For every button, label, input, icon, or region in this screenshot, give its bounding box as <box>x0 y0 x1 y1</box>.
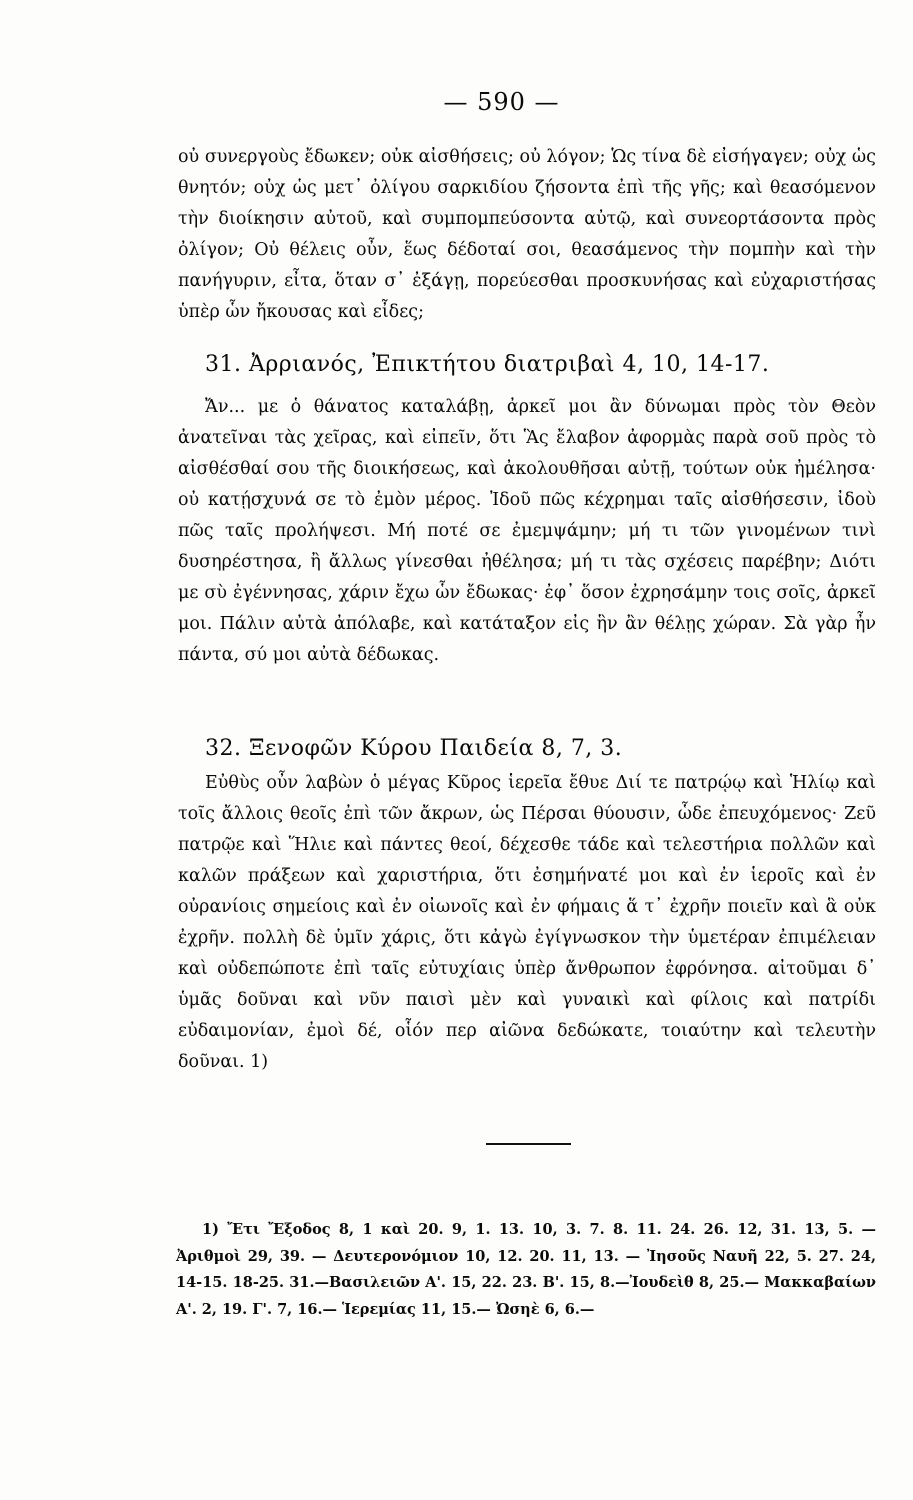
footnote: 1) Ἔτι Ἔξοδος 8, 1 καὶ 20. 9, 1. 13. 10, 3. 7. 8. 11. 24. 26. 12, 31. 13, 5. — Ἀριθμοὶ 29, 39. — Δευτερονόμιον 10, 12. 20. 11, 13. — Ἰησοῦς Ναυῆ 22, 5. 27. 24, 14-15. 18-25. 31.—Βασιλειῶν Α'. 15, 22. 23. Β'. 15, 8.—Ἰουδεὶθ 8, 25.— Μακκαβαίων Α'. 2, 19. Γ'. 7, 16.— Ἱερεμίας 11, 15.— Ὠσηὲ 6, 6.— <box>176 1221 876 1318</box>
section-32-heading: 32. Ξενοφῶν Κύρου Παιδεία 8, 7, 3. <box>205 736 623 761</box>
paragraph-epictetus-continuation: οὐ συνεργοὺς ἔδωκεν; οὐκ αἰσθήσεις; οὐ λόγον; Ὡς τίνα δὲ εἰσήγαγεν; οὐχ ὡς θνητόν; οὐχ ὡς μετ᾽ ὀλίγου σαρκιδίου ζήσοντα ἐπὶ τῆς γῆς; καὶ θεασόμενον τὴν διοίκησιν αὐτοῦ, καὶ συμπομπεύσοντα αὐτῷ, καὶ συνεορτάσοντα πρὸς ὀλίγον; Οὐ θέλεις οὖν, ἕως δέδοταί σοι, θεασάμενος τὴν πομπὴν καὶ τὴν πανήγυριν, εἶτα, ὅταν σ᾽ ἐξάγῃ, πορεύεσθαι προσκυνήσας καὶ εὐχαριστήσας ὑπὲρ ὧν ἤκουσας καὶ εἶδες; <box>178 147 876 322</box>
footnote-divider <box>486 1143 571 1145</box>
section-31-heading: 31. Ἀρριανός, Ἐπικτήτου διατριβαὶ 4, 10, 14-17. <box>205 352 770 377</box>
page-number: — 590 — <box>443 88 560 116</box>
section-31-text: Ἄν... με ὁ θάνατος καταλάβῃ, ἀρκεῖ μοι ἂν δύνωμαι πρὸς τὸν Θεὸν ἀνατεῖναι τὰς χεῖρας, καὶ εἰπεῖν, ὅτι Ἃς ἔλαβον ἀφορμὰς παρὰ σοῦ πρὸς τὸ αἰσθέσθαί σου τῆς διοικήσεως, καὶ ἀκολουθῆσαι αὐτῇ, τούτων οὐκ ἠμέλησα· οὐ κατῄσχυνά σε τὸ ἐμὸν μέρος. Ἰδοῦ πῶς κέχρημαι ταῖς αἰσθήσεσιν, ἰδοὺ πῶς ταῖς προλήψεσι. Μή ποτέ σε ἐμεμψάμην; μή τι τῶν γινομένων τινὶ δυσηρέστησα, ἢ ἄλλως γίνεσθαι ἠθέλησα; μή τι τὰς σχέσεις παρέβην; Διότι με σὺ ἐγέννησας, χάριν ἔχω ὧν ἔδωκας· ἐφ᾽ ὅσον ἐχρησάμην τοις σοῖς, ἀρκεῖ μοι. Πάλιν αὐτὰ ἀπόλαβε, καὶ κατάταξον εἰς ἣν ἂν θέλῃς χώραν. Σὰ γὰρ ἦν πάντα, σύ μοι αὐτὰ δέδωκας. <box>178 397 876 665</box>
section-32-text: Εὐθὺς οὖν λαβὼν ὁ μέγας Κῦρος ἱερεῖα ἔθυε Διί τε πατρῴῳ καὶ Ἡλίῳ καὶ τοῖς ἄλλοις θεοῖς ἐπὶ τῶν ἄκρων, ὡς Πέρσαι θύουσιν, ὧδε ἐπευχόμενος· Ζεῦ πατρῷε καὶ Ἥλιε καὶ πάντες θεοί, δέχεσθε τάδε καὶ τελεστήρια πολλῶν καὶ καλῶν πράξεων καὶ χαριστήρια, ὅτι ἐσημήνατέ μοι καὶ ἐν ἱεροῖς καὶ ἐν οὐρανίοις σημείοις καὶ ἐν οἰωνοῖς καὶ ἐν φήμαις ἅ τ᾽ ἐχρῆν ποιεῖν καὶ ἃ οὐκ ἐχρῆν. πολλὴ δὲ ὑμῖν χάρις, ὅτι κἀγὼ ἐγίγνωσκον τὴν ὑμετέραν ἐπιμέλειαν καὶ οὐδεπώποτε ἐπὶ ταῖς εὐτυχίαις ὑπὲρ ἄνθρωπον ἐφρόνησα. αἰτοῦμαι δ᾽ ὑμᾶς δοῦναι καὶ νῦν παισὶ μὲν καὶ γυναικὶ καὶ φίλοις καὶ πατρίδι εὐδαιμονίαν, ἐμοὶ δέ, οἷόν περ αἰῶνα δεδώκατε, τοιαύτην καὶ τελευτὴν δοῦναι. 1) <box>178 773 876 1072</box>
